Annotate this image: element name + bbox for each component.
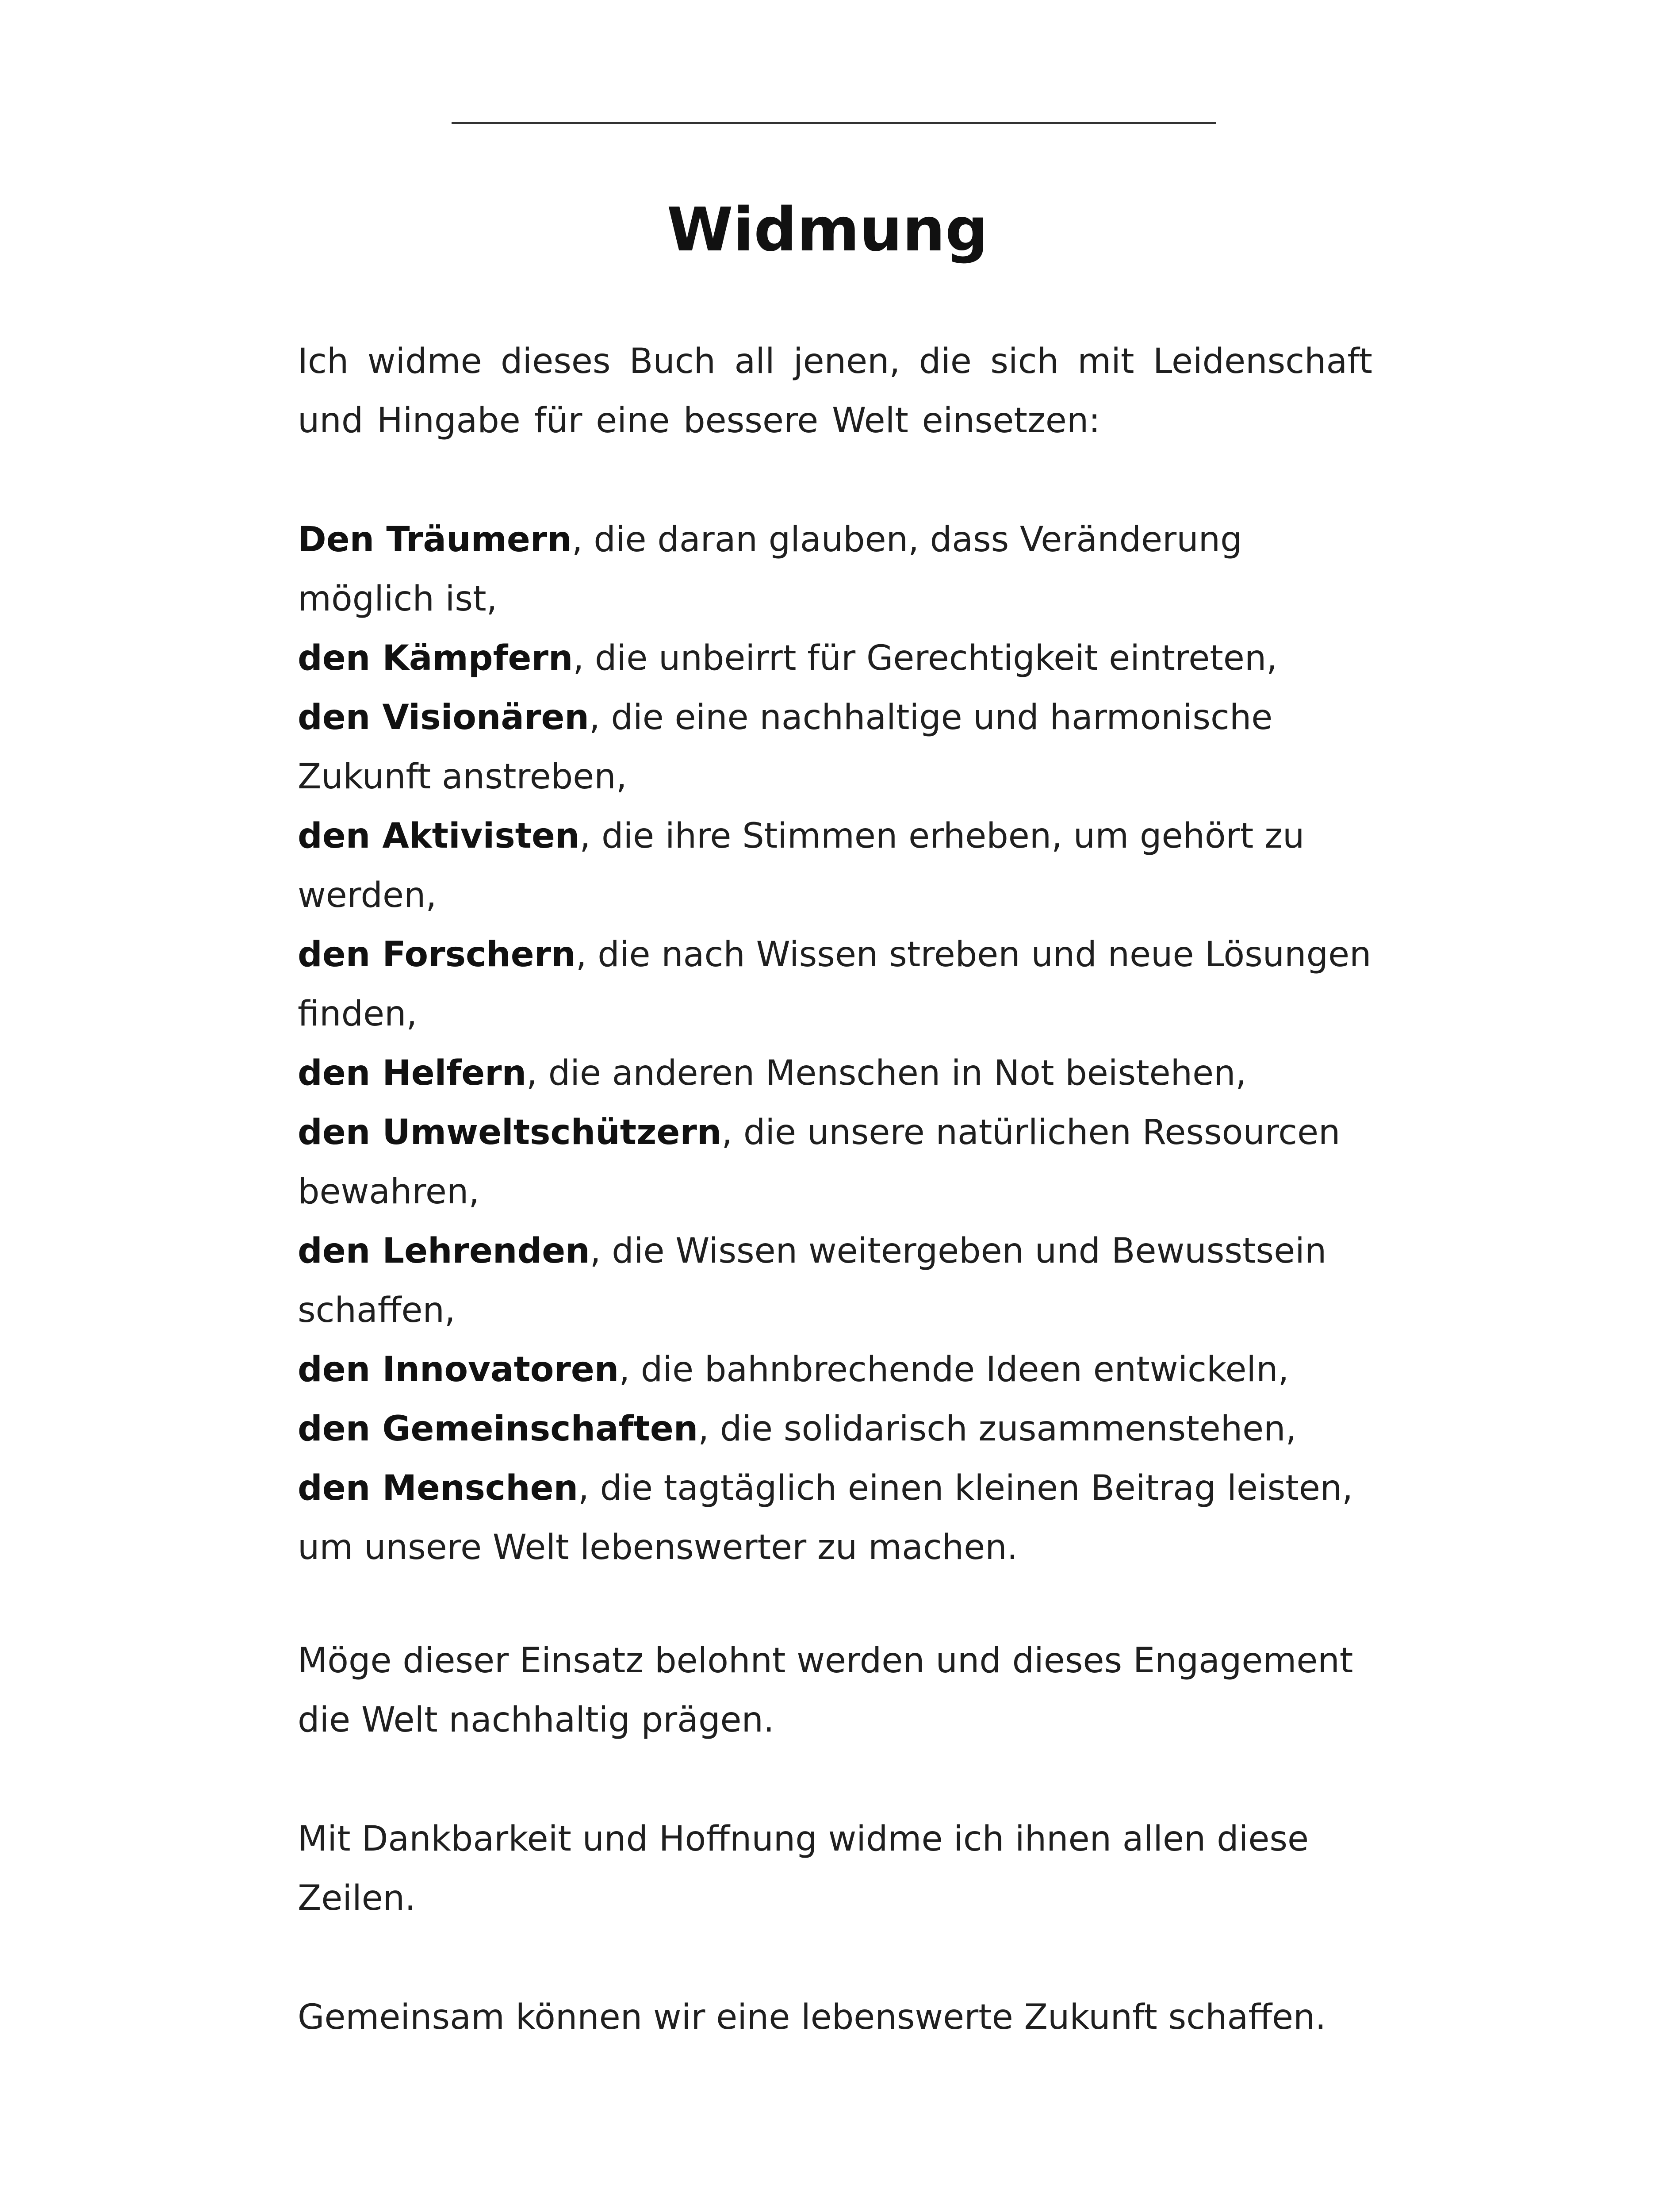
dedication-description: , die nach Wissen streben und neue Lösungen finden, — [298, 935, 1372, 1034]
dedication-entry — [298, 1103, 1372, 1221]
dedication-description: , die solidarisch zusammenstehen, — [698, 1409, 1297, 1449]
wish-paragraph: Möge dieser Einsatz belohnt werden und dieses Engagement die Welt nachhaltig prägen. — [298, 1641, 1353, 1740]
dedication-entry — [298, 925, 1372, 1044]
dedication-subject: den Forschern — [298, 935, 576, 975]
dedication-subject: den Innovatoren — [298, 1350, 619, 1390]
dedication-description: , die tagtäglich einen kleinen Beitrag leisten, um unsere Welt lebenswerter zu machen. — [298, 1468, 1353, 1567]
dedication-entry — [298, 688, 1372, 806]
dedication-subject: den Kämpfern — [298, 638, 573, 678]
dedication-entry — [298, 806, 1372, 925]
dedication-subject: den Aktivisten — [298, 816, 580, 856]
dedication-subject: den Visionären — [298, 698, 589, 737]
dedication-description: , die ihre Stimmen erheben, um gehört zu werden, — [298, 816, 1305, 915]
dedication-description: , die eine nachhaltige und harmonische Zukunft anstreben, — [298, 698, 1273, 797]
dedication-description: , die unsere natürlichen Ressourcen bewahren, — [298, 1113, 1341, 1212]
intro-paragraph: Ich widme dieses Buch all jenen, die sich mit Leidenschaft und Hingabe für eine bessere Welt einsetzen: — [298, 342, 1372, 441]
thanks-paragraph: Mit Dankbarkeit und Hoffnung widme ich ihnen allen diese Zeilen. — [298, 1819, 1309, 1918]
dedication-entry — [298, 1044, 1372, 1103]
page-title: Widmung — [667, 195, 988, 265]
dedication-subject: den Umweltschützern — [298, 1113, 722, 1152]
dedication-entry — [298, 1221, 1372, 1340]
dedication-entry — [298, 1399, 1372, 1459]
dedication-subject: den Gemeinschaften — [298, 1409, 698, 1449]
dedication-list — [298, 510, 1372, 1577]
dedication-entry — [298, 510, 1372, 629]
dedication-description: , die daran glauben, dass Veränderung möglich ist, — [298, 520, 1242, 619]
dedication-entry — [298, 1340, 1372, 1399]
dedication-subject: den Helfern — [298, 1053, 527, 1093]
dedication-description: , die Wissen weitergeben und Bewusstsein schaffen, — [298, 1231, 1327, 1330]
top-divider — [452, 122, 1216, 124]
dedication-description: , die unbeirrt für Gerechtigkeit eintreten, — [573, 638, 1278, 678]
dedication-entry — [298, 629, 1372, 688]
dedication-entry — [298, 1459, 1372, 1577]
dedication-subject: den Menschen — [298, 1468, 578, 1508]
closing-paragraph: Gemeinsam können wir eine lebenswerte Zukunft schaffen. — [298, 1997, 1326, 2037]
dedication-description: , die anderen Menschen in Not beistehen, — [526, 1053, 1247, 1093]
dedication-description: , die bahnbrechende Ideen entwickeln, — [619, 1350, 1289, 1390]
dedication-subject: Den Träumern — [298, 520, 572, 560]
dedication-subject: den Lehrenden — [298, 1231, 590, 1271]
